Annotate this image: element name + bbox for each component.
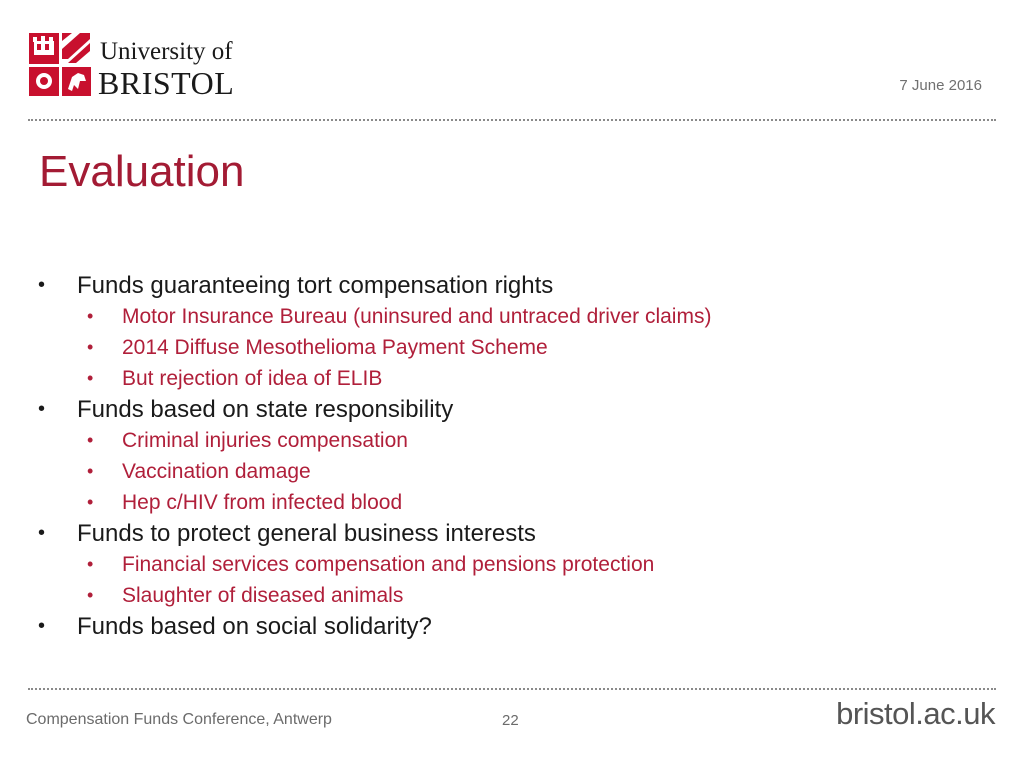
sub-bullet-text: Slaughter of diseased animals [122, 584, 404, 607]
bullet-dot-icon: • [87, 430, 94, 450]
sub-bullet-item [0, 580, 1024, 611]
bullet-list [0, 270, 1024, 642]
bullet-item [0, 518, 1024, 549]
slide-date: 7 June 2016 [899, 77, 982, 94]
footer-website: bristol.ac.uk [836, 696, 995, 731]
footer-divider [28, 688, 996, 690]
sub-bullet-item [0, 456, 1024, 487]
bullet-item [0, 270, 1024, 301]
bullet-dot-icon: • [87, 337, 94, 357]
page-number: 22 [502, 712, 519, 729]
bullet-item [0, 394, 1024, 425]
sub-bullet-text: Criminal injuries compensation [122, 429, 408, 452]
bullet-text: Funds based on social solidarity? [77, 613, 432, 640]
sub-bullet-text: Financial services compensation and pensions protection [122, 553, 655, 576]
bullet-item [0, 611, 1024, 642]
sub-bullet-text: Motor Insurance Bureau (uninsured and untraced driver claims) [122, 305, 712, 328]
sub-bullet-item [0, 487, 1024, 518]
bullet-text: Funds to protect general business interests [77, 520, 536, 547]
sub-bullet-item [0, 332, 1024, 363]
sub-bullet-item [0, 301, 1024, 332]
sub-bullet-item [0, 425, 1024, 456]
bullet-dot-icon: • [87, 554, 94, 574]
bullet-dot-icon: • [87, 492, 94, 512]
sub-bullet-item [0, 549, 1024, 580]
slide-title: Evaluation [39, 147, 245, 196]
sub-bullet-item [0, 363, 1024, 394]
bullet-dot-icon: • [87, 461, 94, 481]
bullet-text: Funds guaranteeing tort compensation rights [77, 272, 554, 299]
logo-line-1: University of [100, 38, 233, 65]
bullet-dot-icon: • [38, 615, 46, 637]
sub-bullet-text: Hep c/HIV from infected blood [122, 491, 403, 514]
bullet-dot-icon: • [38, 274, 46, 296]
sub-bullet-text: But rejection of idea of ELIB [122, 367, 383, 390]
bullet-dot-icon: • [87, 368, 94, 388]
sub-bullet-text: Vaccination damage [122, 460, 311, 483]
header-divider [28, 119, 996, 121]
bullet-dot-icon: • [87, 585, 94, 605]
bullet-dot-icon: • [38, 522, 46, 544]
footer-conference-name: Compensation Funds Conference, Antwerp [26, 711, 332, 728]
bullet-dot-icon: • [87, 306, 94, 326]
bullet-dot-icon: • [38, 398, 46, 420]
university-crest-icon [28, 31, 92, 97]
bullet-text: Funds based on state responsibility [77, 396, 454, 423]
sub-bullet-text: 2014 Diffuse Mesothelioma Payment Scheme [122, 336, 548, 359]
university-logo [28, 31, 248, 101]
logo-line-2: BRISTOL [98, 65, 235, 101]
